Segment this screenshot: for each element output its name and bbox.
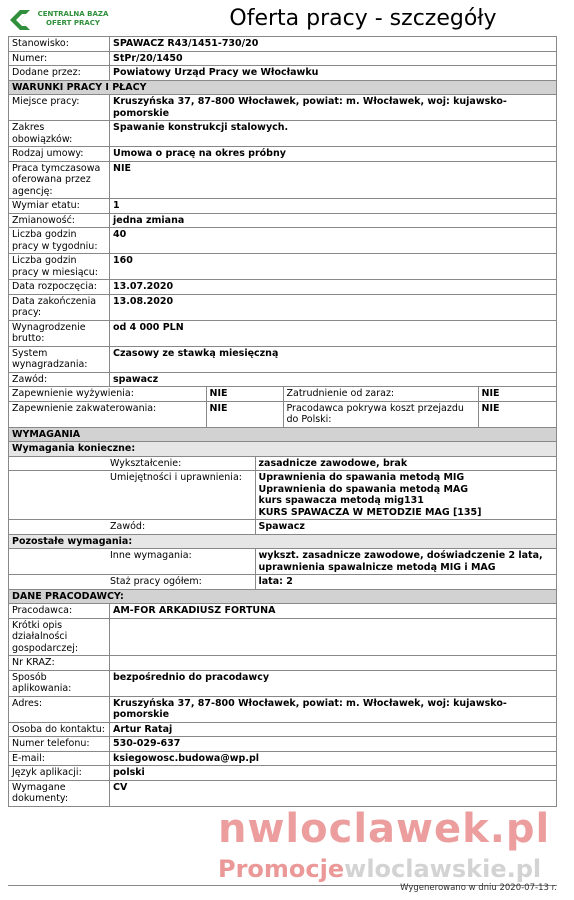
field-value: zasadnicze zawodowe, brak (258, 457, 408, 469)
field-label: Rodzaj umowy: (9, 147, 110, 162)
logo-text (32, 10, 114, 27)
requirement-row (9, 575, 557, 590)
quad-cell (9, 401, 557, 427)
table-row (9, 121, 557, 147)
table-row (9, 95, 557, 121)
field-label: Osoba do kontaktu: (9, 722, 110, 737)
watermark-text-1: nwloclawek.pl (218, 806, 551, 852)
requirement-row (9, 456, 557, 471)
field-value: Umowa o pracę na okres próbny (110, 147, 557, 162)
field-value (110, 618, 557, 656)
watermark-nwloclawek (218, 806, 550, 852)
field-label: Wykształcenie: (107, 457, 255, 471)
field-label: Zawód: (9, 372, 110, 387)
requirement-cell (9, 471, 557, 520)
field-label: Krótki opis działalności gospodarczej: (9, 618, 110, 656)
table-row (9, 604, 557, 619)
table-row (9, 254, 557, 280)
table-row (9, 656, 557, 671)
table-row (9, 161, 557, 199)
field-value: ksiegowosc.budowa@wp.pl (110, 751, 557, 766)
indent-cell (9, 457, 107, 471)
requirement-cell (9, 520, 557, 535)
field-label: Data rozpoczęcia: (9, 280, 110, 295)
table-row (9, 737, 557, 752)
field-value: StPr/20/1450 (110, 51, 557, 66)
quad-row (9, 387, 557, 402)
field-value: bezpośrednio do pracodawcy (110, 670, 557, 696)
table-row (9, 280, 557, 295)
field-label: Umiejętności i uprawnienia: (107, 471, 255, 519)
section-employer (9, 589, 557, 604)
subsection-required-text: Wymagania konieczne: (9, 442, 557, 457)
section-employer-text: DANE PRACODAWCY: (9, 589, 557, 604)
watermark-text-2a: Promocje (218, 855, 345, 883)
field-label: Zatrudnienie od zaraz: (283, 387, 478, 401)
field-value: 40 (110, 228, 557, 254)
table-row (9, 294, 557, 320)
field-label: System wynagradzania: (9, 346, 110, 372)
field-label: Nr KRAZ: (9, 656, 110, 671)
field-label: Liczba godzin pracy w tygodniu: (9, 228, 110, 254)
table-row (9, 66, 557, 81)
requirement-cell (9, 456, 557, 471)
watermark-text-2b: wloclawskie.pl (344, 855, 542, 883)
field-label: Praca tymczasowa oferowana przez agencję: (9, 161, 110, 199)
field-value: jedna zmiana (110, 213, 557, 228)
field-label: Stanowisko: (9, 37, 110, 52)
field-label: Zapewnienie zakwaterowania: (9, 402, 206, 427)
field-label: E-mail: (9, 751, 110, 766)
field-label: Zapewnienie wyżywienia: (9, 387, 206, 401)
watermark-promocje (218, 855, 541, 883)
table-row (9, 228, 557, 254)
field-value: lata: 2 (258, 576, 293, 587)
section-conditions (9, 80, 557, 95)
field-label: Staż pracy ogółem: (107, 575, 255, 589)
field-label: Data zakończenia pracy: (9, 294, 110, 320)
field-value: CV (110, 780, 557, 806)
field-label: Pracodawca pokrywa koszt przejazdu do Polski: (283, 402, 478, 427)
logo-line-1: CENTRALNA BAZA (37, 10, 109, 18)
field-label: Wymagane dokumenty: (9, 780, 110, 806)
logo-arrow-icon (8, 8, 32, 32)
field-label: Inne wymagania: (107, 549, 255, 574)
field-label: Miejsce pracy: (9, 95, 110, 121)
indent-cell (9, 549, 107, 574)
generated-date: Wygenerowano w dniu 2020-07-13 r. (400, 883, 557, 893)
field-label: Zawód: (107, 520, 255, 534)
field-label: Pracodawca: (9, 604, 110, 619)
field-label: Wymiar etatu: (9, 199, 110, 214)
logo-line-2: OFERT PRACY (46, 18, 100, 27)
field-value: 160 (110, 254, 557, 280)
table-row (9, 346, 557, 372)
offer-table (8, 36, 557, 807)
requirement-cell (9, 549, 557, 575)
section-requirements-text: WYMAGANIA (9, 427, 557, 442)
field-value: NIE (478, 387, 556, 401)
field-value: Kruszyńska 37, 87-800 Włocławek, powiat: m. Włocławek, woj: kujawsko-pomorskie (110, 95, 557, 121)
subsection-required (9, 442, 557, 457)
field-label: Dodane przez: (9, 66, 110, 81)
field-label: Sposób aplikowania: (9, 670, 110, 696)
table-row (9, 147, 557, 162)
field-value: NIE (478, 402, 556, 427)
table-row (9, 766, 557, 781)
field-value: polski (110, 766, 557, 781)
field-value: wykszt. zasadnicze zawodowe, doświadczenie 2 lata, uprawnienia spawalnicze metodą MIG i MAG (258, 550, 543, 573)
quad-row (9, 401, 557, 427)
table-row (9, 751, 557, 766)
field-label: Numer: (9, 51, 110, 66)
table-row (9, 320, 557, 346)
table-row (9, 696, 557, 722)
field-label: Zakres obowiązków: (9, 121, 110, 147)
field-label: Język aplikacji: (9, 766, 110, 781)
indent-cell (9, 575, 107, 589)
requirement-row (9, 471, 557, 520)
field-value: 13.08.2020 (110, 294, 557, 320)
logo (8, 8, 118, 34)
table-row (9, 618, 557, 656)
table-row (9, 37, 557, 52)
table-row (9, 199, 557, 214)
section-requirements (9, 427, 557, 442)
field-label: Numer telefonu: (9, 737, 110, 752)
field-value: Spawacz (258, 521, 305, 532)
field-value: od 4 000 PLN (110, 320, 557, 346)
field-label: Zmianowość: (9, 213, 110, 228)
table-row (9, 722, 557, 737)
table-row (9, 670, 557, 696)
table-row (9, 372, 557, 387)
field-value: Kruszyńska 37, 87-800 Włocławek, powiat: m. Włocławek, woj: kujawsko-pomorskie (110, 696, 557, 722)
field-value: 1 (110, 199, 557, 214)
page-title: Oferta pracy - szczegóły (229, 6, 497, 31)
field-value: NIE (206, 387, 283, 401)
field-value: SPAWACZ R43/1451-730/20 (110, 37, 557, 52)
field-value: Uprawnienia do spawania metodą MIG Uprawnienia do spawania metodą MAG kurs spawacza metodą mig131 KURS SPAWACZA W METODZIE MAG [135] (258, 472, 482, 518)
requirement-cell (9, 575, 557, 590)
field-value: 530-029-637 (110, 737, 557, 752)
field-value: NIE (206, 402, 283, 427)
field-value: spawacz (110, 372, 557, 387)
field-value: Spawanie konstrukcji stalowych. (110, 121, 557, 147)
page-header (6, 6, 568, 36)
field-label: Adres: (9, 696, 110, 722)
field-value: NIE (110, 161, 557, 199)
field-value: AM-FOR ARKADIUSZ FORTUNA (110, 604, 557, 619)
indent-cell (9, 520, 107, 534)
field-value: 13.07.2020 (110, 280, 557, 295)
table-row (9, 780, 557, 806)
field-value: Czasowy ze stawką miesięczną (110, 346, 557, 372)
subsection-other-text: Pozostałe wymagania: (9, 534, 557, 549)
requirement-row (9, 549, 557, 575)
subsection-other (9, 534, 557, 549)
field-label: Wynagrodzenie brutto: (9, 320, 110, 346)
table-row (9, 51, 557, 66)
field-value: Artur Rataj (110, 722, 557, 737)
indent-cell (9, 471, 107, 519)
table-row (9, 213, 557, 228)
section-conditions-text: WARUNKI PRACY I PŁACY (9, 80, 557, 95)
requirement-row (9, 520, 557, 535)
field-value: Powiatowy Urząd Pracy we Włocławku (110, 66, 557, 81)
quad-cell (9, 387, 557, 402)
field-value (110, 656, 557, 671)
field-label: Liczba godzin pracy w miesiącu: (9, 254, 110, 280)
